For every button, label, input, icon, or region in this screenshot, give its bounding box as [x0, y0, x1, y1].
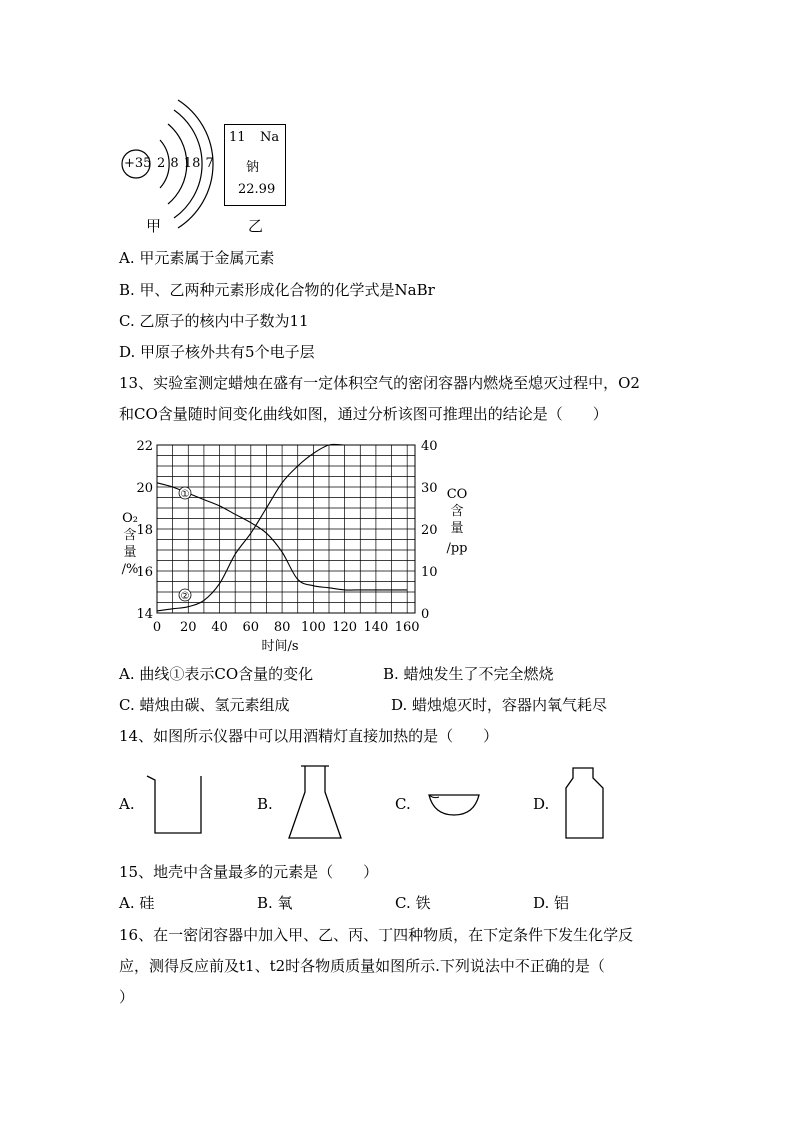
q13-option-a: A. 曲线①表示CO含量的变化: [119, 665, 314, 683]
left-axis-label-4: /%: [121, 562, 139, 577]
x-tick-label: 20: [179, 620, 197, 635]
left-axis-label-2: 含: [123, 528, 137, 543]
x-axis-ticks: [153, 620, 420, 635]
element-symbol: Na: [260, 130, 280, 145]
q14-option-c-label: C.: [395, 795, 411, 813]
q15-option-b: B. 氧: [257, 894, 293, 912]
q15-option-c: C. 铁: [395, 894, 431, 912]
x-tick-label: 100: [300, 620, 326, 635]
x-tick-label: 0: [152, 620, 162, 635]
element-atomic-number: 11: [229, 130, 246, 145]
evaporating-dish-icon: [426, 785, 486, 825]
conical-flask-icon: [283, 762, 353, 844]
element-card-label: 乙: [248, 217, 264, 235]
q13-stem-line-2: 和CO含量随时间变化曲线如图，通过分析该图可推理出的结论是（ ）: [119, 405, 608, 423]
q15-option-d: D. 铝: [533, 894, 570, 912]
right-tick-label: 40: [421, 439, 438, 454]
nucleus-charge: +35: [124, 156, 152, 171]
q16-stem-line-1: 16、在一密闭容器中加入甲、乙、丙、丁四种物质，在下定条件下发生化学反: [119, 926, 634, 944]
q12-option-c: C. 乙原子的核内中子数为11: [119, 312, 309, 330]
q12-option-d: D. 甲原子核外共有5个电子层: [119, 343, 315, 361]
right-tick-label: 30: [421, 481, 438, 496]
q13-option-d: D. 蜡烛熄灭时，容器内氧气耗尽: [391, 696, 608, 714]
x-tick-label: 40: [211, 620, 228, 635]
left-tick-label: 14: [136, 607, 153, 622]
right-axis-ticks: [421, 439, 438, 622]
q14-option-d-label: D.: [533, 795, 550, 813]
right-axis-label-3: 量: [450, 521, 464, 536]
right-axis-label-4: /pp: [446, 541, 468, 556]
x-tick-label: 60: [242, 620, 260, 635]
left-axis-label-3: 量: [123, 545, 137, 560]
left-axis-ticks: [136, 439, 153, 622]
q14-stem: 14、如图所示仪器中可以用酒精灯直接加热的是（ ）: [119, 727, 499, 745]
q14-option-a-label: A.: [119, 795, 135, 813]
x-tick-label: 80: [273, 620, 291, 635]
left-tick-label: 18: [136, 523, 153, 538]
o2-co-line-chart: [110, 440, 470, 660]
q15-option-a: A. 硅: [119, 894, 155, 912]
right-axis-label-2: 含: [450, 504, 464, 519]
right-axis-label: [446, 487, 467, 556]
q13-stem-line-1: 13、实验室测定蜡烛在盛有一定体积空气的密闭容器内燃烧至熄灭过程中，O2: [119, 374, 640, 392]
element-atomic-mass: 22.99: [238, 182, 276, 197]
right-tick-label: 0: [421, 607, 430, 622]
q12-option-b: B. 甲、乙两种元素形成化合物的化学式是NaBr: [119, 281, 435, 299]
q14-option-b-label: B.: [257, 795, 273, 813]
left-tick-label: 22: [136, 439, 153, 454]
curve-1-label: ①: [180, 489, 190, 500]
left-tick-label: 20: [136, 481, 153, 496]
q16-stem-line-2: 应，测得反应前及t1、t2时各物质质量如图所示.下列说法中不正确的是（: [119, 957, 605, 975]
right-axis-label-1: CO: [446, 487, 468, 502]
chart-grid: [157, 445, 415, 613]
x-tick-label: 140: [363, 620, 389, 635]
shell-electron-counts: 2 8 18 7: [157, 156, 214, 171]
right-tick-label: 10: [421, 565, 438, 580]
left-axis-label-1: O₂: [122, 511, 138, 526]
beaker-icon: [145, 770, 205, 840]
q13-option-b: B. 蜡烛发生了不完全燃烧: [383, 665, 554, 683]
reagent-bottle-icon: [563, 764, 613, 842]
left-axis-label: [122, 511, 139, 577]
x-axis-label: 时间/s: [261, 639, 299, 654]
curve-2-label: ②: [180, 591, 190, 602]
element-name: 钠: [246, 160, 260, 175]
x-tick-label: 120: [332, 620, 358, 635]
right-tick-label: 20: [421, 523, 438, 538]
q16-stem-line-3: ）: [119, 988, 135, 1006]
q12-option-a: A. 甲元素属于金属元素: [119, 249, 275, 267]
left-tick-label: 16: [136, 565, 153, 580]
q15-stem: 15、地壳中含量最多的元素是（ ）: [119, 863, 379, 881]
atom-label: 甲: [146, 217, 162, 235]
x-tick-label: 160: [394, 620, 420, 635]
q13-option-c: C. 蜡烛由碳、氢元素组成: [119, 696, 290, 714]
